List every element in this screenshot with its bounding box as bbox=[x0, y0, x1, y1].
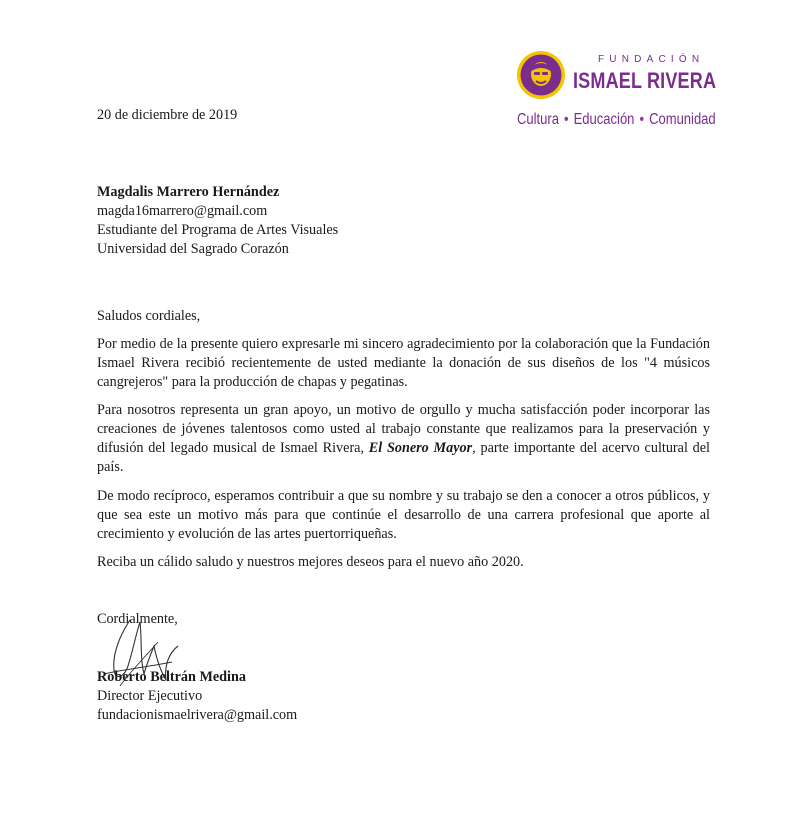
signer-email: fundacionismaelrivera@gmail.com bbox=[97, 707, 298, 723]
paragraph-2-text-start: Para nosotros representa un gran apoyo, un motivo de orgullo y mucha satisfacción poder incorporar las creaciones de jóvenes talentosos como usted al trabajo constante que realizamos para la preservación y difusión del legado musical de Ismael Rivera, bbox=[97, 402, 710, 456]
letter-greeting: Saludos cordiales, bbox=[97, 308, 201, 324]
logo-fundacion-text: FUNDACIÓN bbox=[598, 54, 705, 65]
recipient-name: Magdalis Marrero Hernández bbox=[97, 184, 280, 200]
tagline-separator: • bbox=[639, 111, 645, 128]
recipient-title: Estudiante del Programa de Artes Visuales bbox=[97, 222, 339, 238]
sonero-mayor-emphasis: El Sonero Mayor bbox=[368, 440, 473, 456]
ismael-rivera-portrait-icon bbox=[516, 50, 566, 100]
body-paragraph-1: Por medio de la presente quiero expresarle mi sincero agradecimiento por la colaboración que la Fundación Ismael Rivera recibió recientemente de usted mediante la donación de sus diseños de los "4 músicos cangrejeros" para la producción de chapas y pegatinas. bbox=[97, 336, 710, 390]
foundation-logo bbox=[516, 50, 716, 134]
letter-date: 20 de diciembre de 2019 bbox=[97, 107, 238, 123]
tagline-educacion: Educación bbox=[573, 111, 635, 128]
signer-title: Director Ejecutivo bbox=[97, 688, 203, 704]
paragraph-2-text-end: , parte importante del acervo cultural del país. bbox=[97, 440, 710, 475]
logo-name-text: ISMAEL RIVERA bbox=[573, 68, 717, 93]
signer-block bbox=[97, 668, 297, 725]
signer-name: Roberto Beltrán Medina bbox=[97, 669, 246, 685]
tagline-cultura: Cultura bbox=[517, 111, 559, 128]
tagline-separator: • bbox=[564, 111, 569, 128]
tagline-comunidad: Comunidad bbox=[649, 111, 716, 128]
body-paragraph-3: De modo recíproco, esperamos contribuir a que su nombre y su trabajo se den a conocer a otros públicos, y que sea este un motivo más para que continúe el desarrollo de una carrera profesional que aporte al crecimiento y evolución de las artes puertorriqueñas. bbox=[97, 488, 710, 542]
recipient-email: magda16marrero@gmail.com bbox=[97, 203, 268, 219]
letter-closing: Cordialmente, bbox=[97, 611, 178, 627]
body-paragraph-4: Reciba un cálido saludo y nuestros mejores deseos para el nuevo año 2020. bbox=[97, 554, 524, 570]
recipient-institution: Universidad del Sagrado Corazón bbox=[97, 241, 289, 257]
logo-tagline bbox=[517, 111, 716, 129]
body-paragraph-2 bbox=[97, 401, 710, 477]
recipient-block bbox=[97, 183, 338, 259]
